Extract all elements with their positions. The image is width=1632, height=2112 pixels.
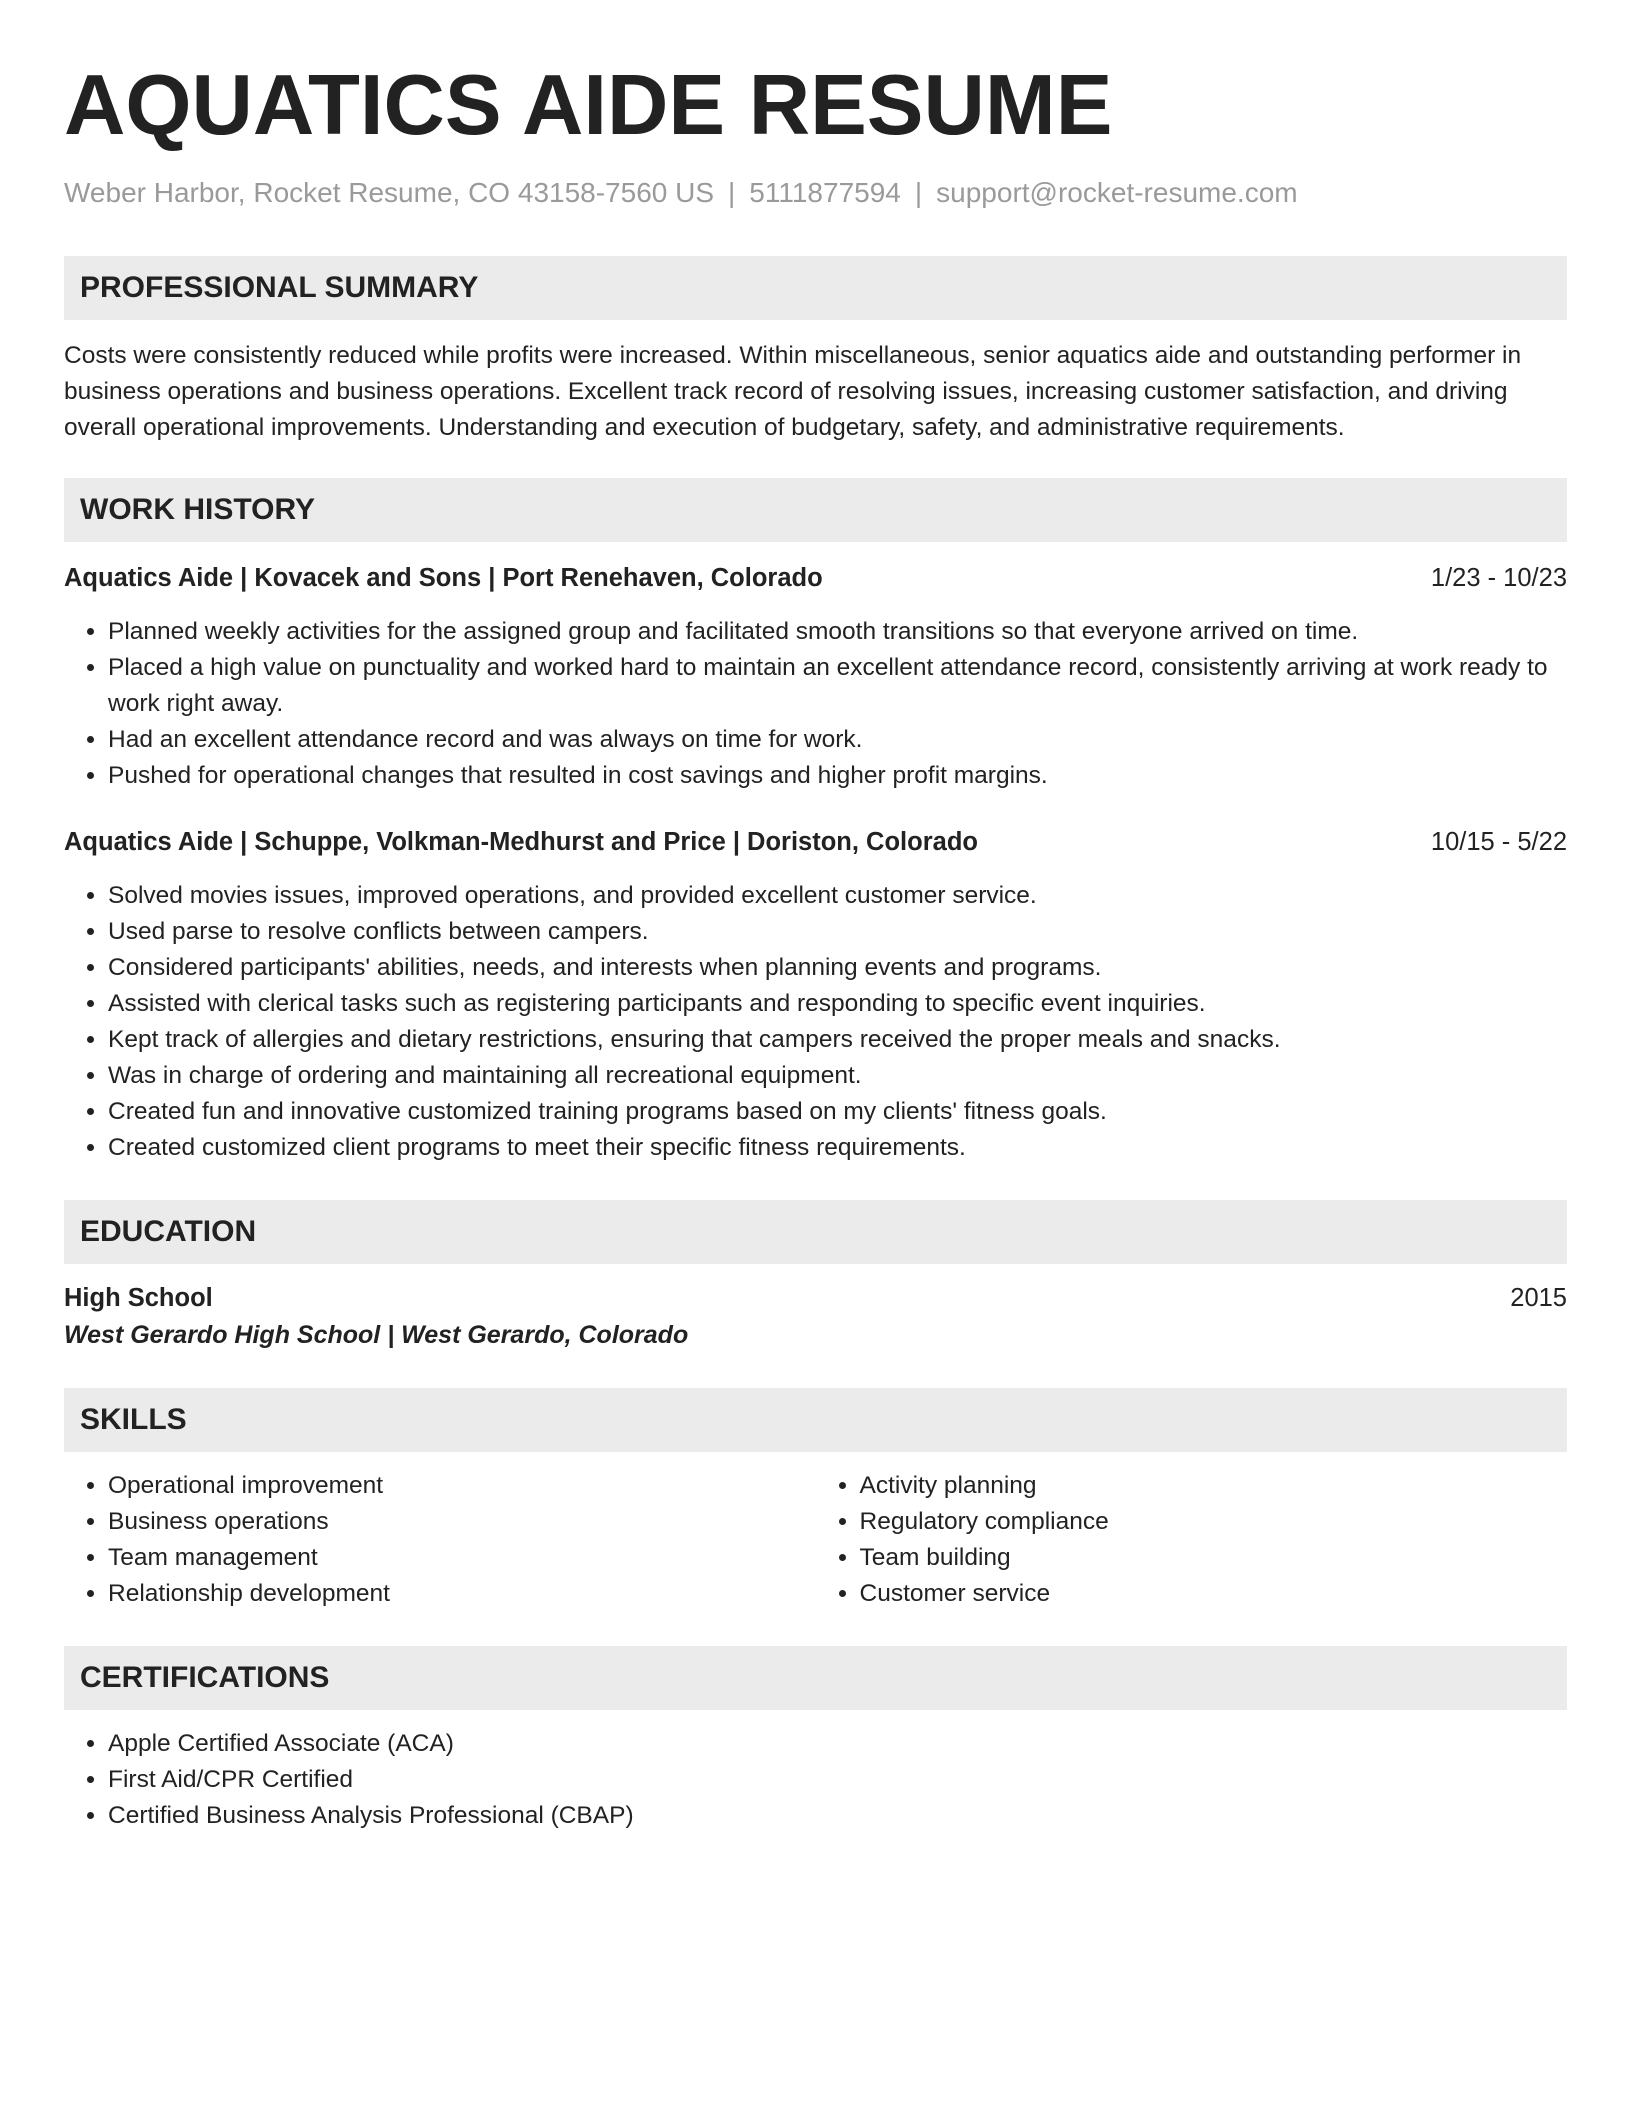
- job-title: Aquatics Aide | Kovacek and Sons | Port Renehaven, Colorado: [64, 564, 823, 592]
- job-bullets: [64, 878, 1567, 1166]
- job-entry: [64, 560, 1567, 794]
- job-bullet: • Kept track of allergies and dietary restrictions, ensuring that campers received the proper meals and snacks.: [108, 1022, 1567, 1058]
- job-bullet: • Had an excellent attendance record and was always on time for work.: [108, 722, 1567, 758]
- contact-email: support@rocket-resume.com: [936, 177, 1298, 208]
- summary-heading: PROFESSIONAL SUMMARY: [64, 256, 1567, 320]
- education-year: 2015: [1510, 1284, 1567, 1312]
- job-header: [64, 560, 1567, 596]
- job-bullet: • Placed a high value on punctuality and worked hard to maintain an excellent attendance record, consistently arriving at work ready to work right away.: [108, 650, 1567, 722]
- resume-title: AQUATICS AIDE RESUME: [64, 58, 1113, 153]
- skill-item: • Team building: [860, 1540, 1568, 1576]
- skill-item: • Business operations: [108, 1504, 816, 1540]
- job-bullet: • Created customized client programs to meet their specific fitness requirements.: [108, 1130, 1567, 1166]
- job-header: [64, 824, 1567, 860]
- skill-item: • Team management: [108, 1540, 816, 1576]
- certifications-heading: CERTIFICATIONS: [64, 1646, 1567, 1710]
- skill-item: • Operational improvement: [108, 1468, 816, 1504]
- job-bullet: • Solved movies issues, improved operations, and provided excellent customer service.: [108, 878, 1567, 914]
- job-dates: 1/23 - 10/23: [1430, 564, 1567, 592]
- job-title: Aquatics Aide | Schuppe, Volkman-Medhurst and Price | Doriston, Colorado: [64, 828, 978, 856]
- job-bullet: • Planned weekly activities for the assigned group and facilitated smooth transitions so that everyone arrived on time.: [108, 614, 1567, 650]
- skill-item: • Regulatory compliance: [860, 1504, 1568, 1540]
- skill-item: • Relationship development: [108, 1576, 816, 1612]
- education-header: [64, 1280, 1567, 1316]
- skill-item: • Activity planning: [860, 1468, 1568, 1504]
- job-dates: 10/15 - 5/22: [1430, 828, 1567, 856]
- education-school: West Gerardo High School | West Gerardo, Colorado: [64, 1321, 689, 1349]
- work-history-heading: WORK HISTORY: [64, 478, 1567, 542]
- job-bullet: • Was in charge of ordering and maintaining all recreational equipment.: [108, 1058, 1567, 1094]
- education-degree: High School: [64, 1284, 213, 1312]
- job-bullet: • Considered participants' abilities, needs, and interests when planning events and programs.: [108, 950, 1567, 986]
- certification-item: • Certified Business Analysis Professional (CBAP): [108, 1798, 1567, 1834]
- skills-heading: SKILLS: [64, 1388, 1567, 1452]
- contact-separator: |: [914, 177, 923, 208]
- contact-line: [64, 176, 1567, 210]
- education-entry: [64, 1280, 1567, 1354]
- certification-item: • Apple Certified Associate (ACA): [108, 1726, 1567, 1762]
- job-bullet: • Assisted with clerical tasks such as registering participants and responding to specific event inquiries.: [108, 986, 1567, 1022]
- job-bullet: • Pushed for operational changes that resulted in cost savings and higher profit margins.: [108, 758, 1567, 794]
- contact-phone: 5111877594: [749, 177, 901, 208]
- contact-separator: |: [728, 177, 736, 208]
- skills-grid: [64, 1468, 1567, 1612]
- certifications-list: [64, 1726, 1567, 1834]
- skills-left-column: [64, 1468, 816, 1612]
- job-bullet: • Created fun and innovative customized training programs based on my clients' fitness goals.: [108, 1094, 1567, 1130]
- skills-right-column: [816, 1468, 1568, 1612]
- summary-text: Costs were consistently reduced while profits were increased. Within miscellaneous, senior aquatics aide and outstanding performer in business operations and business operations. Excellent track record of resolving issues, increasing customer satisfaction, and driving overall operational improvements. Understanding and execution of budgetary, safety, and administrative requirements.: [64, 342, 1522, 441]
- job-bullet: • Used parse to resolve conflicts between campers.: [108, 914, 1567, 950]
- education-heading: EDUCATION: [64, 1200, 1567, 1264]
- job-entry: [64, 824, 1567, 1166]
- certification-item: • First Aid/CPR Certified: [108, 1762, 1567, 1798]
- resume-page: [64, 56, 1567, 1834]
- job-bullets: [64, 614, 1567, 794]
- contact-address: Weber Harbor, Rocket Resume, CO 43158-7560 US: [64, 177, 715, 208]
- skill-item: • Customer service: [860, 1576, 1568, 1612]
